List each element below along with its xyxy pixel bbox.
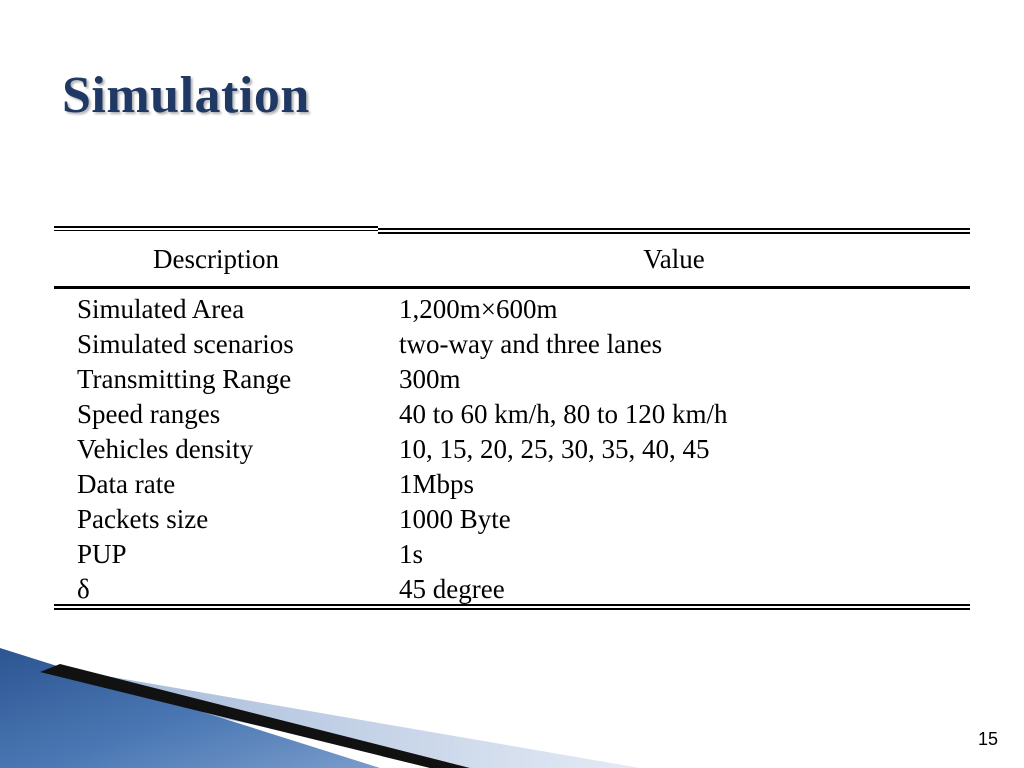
table-row bbox=[54, 327, 970, 362]
row-description: Data rate bbox=[77, 469, 176, 499]
table-header-row bbox=[54, 242, 970, 282]
row-value: two-way and three lanes bbox=[399, 329, 663, 359]
decorative-corner-graphic bbox=[0, 630, 640, 768]
row-description: δ bbox=[77, 574, 90, 604]
table-row bbox=[54, 292, 970, 327]
row-value: 1000 Byte bbox=[399, 504, 511, 534]
table-top-rule-left bbox=[54, 226, 378, 231]
row-description: Packets size bbox=[77, 504, 209, 534]
table-row bbox=[54, 467, 970, 502]
header-description: Description bbox=[153, 244, 279, 274]
table-header-rule bbox=[54, 286, 970, 289]
row-value: 40 to 60 km/h, 80 to 120 km/h bbox=[399, 399, 728, 429]
row-value: 1Mbps bbox=[399, 469, 475, 499]
table-row bbox=[54, 397, 970, 432]
table-row bbox=[54, 432, 970, 467]
row-description: PUP bbox=[77, 539, 127, 569]
table-bottom-rule bbox=[54, 604, 970, 610]
row-value: 10, 15, 20, 25, 30, 35, 40, 45 bbox=[399, 434, 710, 464]
row-value: 300m bbox=[399, 364, 461, 394]
row-value: 45 degree bbox=[399, 574, 505, 604]
row-value: 1,200m×600m bbox=[399, 294, 558, 324]
slide-title: Simulation bbox=[62, 67, 310, 124]
row-description: Vehicles density bbox=[77, 434, 254, 464]
table-body bbox=[54, 292, 970, 607]
row-description: Simulated scenarios bbox=[77, 329, 294, 359]
table-row bbox=[54, 572, 970, 607]
table-top-rule-right bbox=[378, 228, 970, 234]
row-value: 1s bbox=[399, 539, 424, 569]
row-description: Transmitting Range bbox=[77, 364, 292, 394]
row-description: Speed ranges bbox=[77, 399, 221, 429]
page-number: 15 bbox=[977, 729, 998, 749]
table-row bbox=[54, 362, 970, 397]
row-description: Simulated Area bbox=[77, 294, 245, 324]
header-value: Value bbox=[643, 244, 705, 274]
table-row bbox=[54, 502, 970, 537]
table-row bbox=[54, 537, 970, 572]
